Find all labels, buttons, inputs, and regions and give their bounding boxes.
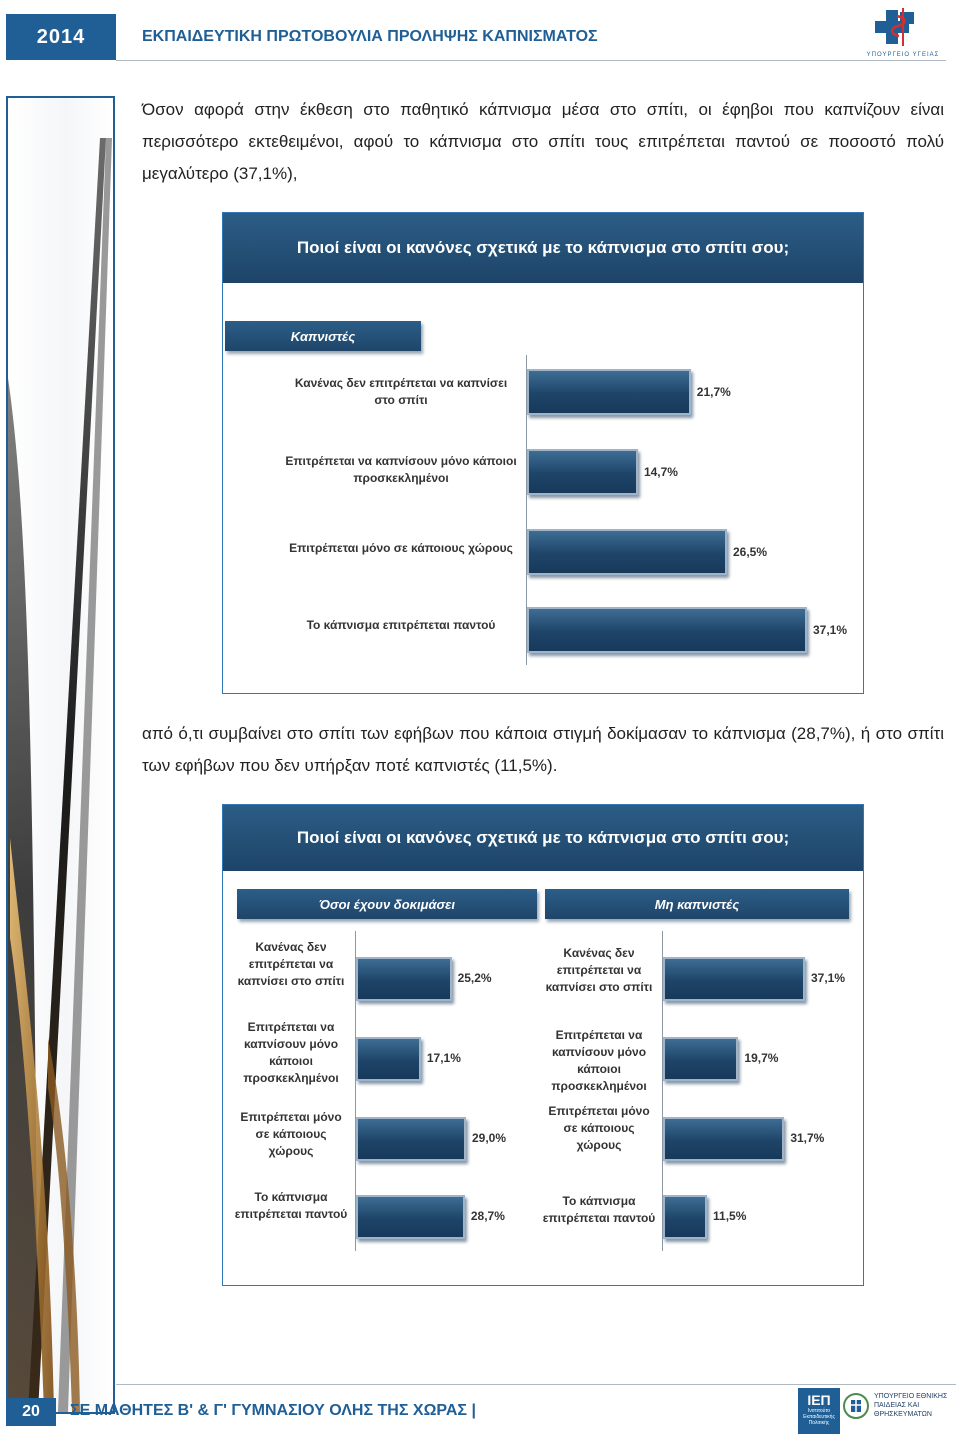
- iep-logo-text: ΙΕΠ: [807, 1392, 831, 1408]
- bar: [663, 1037, 738, 1081]
- iep-logo: [798, 1388, 840, 1434]
- iep-logo-caption: Ινστιτούτο Εκπαιδευτικής Πολιτικής: [803, 1408, 835, 1426]
- category-label: Επιτρέπεται να καπνίσουν μόνο κάποιοι προσκεκλημένοι: [243, 1020, 339, 1085]
- category-label: Το κάπνισμα επιτρέπεται παντού: [234, 1190, 348, 1221]
- category-label: Επιτρέπεται μόνο σε κάποιους χώρους: [289, 541, 513, 555]
- greek-emblem-icon: [842, 1390, 870, 1430]
- paragraph-comparison: από ό,τι συμβαίνει στο σπίτι των εφήβων που κάποια στιγμή δοκίμασαν το κάπνισμα (28,7%), ή στο σπίτι των εφήβων που δεν υπήρξαν ποτέ καπνιστές (11,5%).: [142, 724, 944, 775]
- data-label: 26,5%: [733, 545, 768, 559]
- data-label: 17,1%: [426, 1051, 461, 1065]
- sidebar-decoration: [6, 96, 115, 1414]
- bar: [663, 1117, 784, 1161]
- chart-title: Ποιοί είναι οι κανόνες σχετικά με το κάπνισμα στο σπίτι σου;: [223, 213, 863, 283]
- bar: [527, 607, 807, 653]
- panel-nonsmokers-label: Μη καπνιστές: [545, 889, 849, 919]
- paragraph-intro: Όσον αφορά στην έκθεση στο παθητικό κάπνισμα μέσα στο σπίτι, οι έφηβοι που καπνίζουν είναι περισσότερο εκτεθειμένοι, αφού το κάπνισμα στο σπίτι τους επιτρέπεται παντού σε ποσοστό πολύ μεγαλύτερο (37,1%),: [142, 100, 944, 183]
- ministry-education-label: ΥΠΟΥΡΓΕΙΟ ΕΘΝΙΚΗΣ ΠΑΙΔΕΙΑΣ ΚΑΙ ΘΡΗΣΚΕΥΜΑΤΩΝ: [874, 1393, 948, 1418]
- category-label: Το κάπνισμα επιτρέπεται παντού: [306, 618, 496, 632]
- bar: [356, 1117, 466, 1161]
- ministry-caption: ΥΠΟΥΡΓΕΙΟ ΥΓΕΙΑΣ: [866, 52, 940, 58]
- data-label: 28,7%: [470, 1209, 505, 1223]
- bar: [356, 1195, 465, 1239]
- data-label: 37,1%: [813, 623, 848, 637]
- data-label: 25,2%: [457, 971, 492, 985]
- bar: [356, 1037, 421, 1081]
- bar: [663, 1195, 707, 1239]
- header-year: 2014: [6, 14, 116, 60]
- category-label: Κανένας δεν επιτρέπεται να καπνίσει στο σπίτι: [545, 946, 653, 994]
- data-label: 37,1%: [811, 971, 846, 985]
- data-label: 19,7%: [744, 1051, 779, 1065]
- sidebar-streak-graphic: [8, 138, 113, 1412]
- category-label: Επιτρέπεται να καπνίσουν μόνο κάποιοι προσκεκλημένοι: [285, 454, 517, 485]
- category-label: Επιτρέπεται να καπνίσουν μόνο κάποιοι προσκεκλημένοι: [551, 1028, 647, 1093]
- header-divider: [116, 60, 946, 61]
- category-label: Επιτρέπεται μόνο σε κάποιους χώρους: [548, 1104, 650, 1152]
- footer-divider: [116, 1384, 956, 1385]
- bar: [356, 957, 452, 1001]
- category-label: Κανένας δεν επιτρέπεται να καπνίσει στο σπίτι: [237, 940, 345, 988]
- data-label: 31,7%: [790, 1131, 825, 1145]
- red-cross-icon: [860, 6, 946, 48]
- bar: [527, 369, 691, 415]
- header-title: ΕΚΠΑΙΔΕΥΤΙΚΗ ΠΡΩΤΟΒΟΥΛΙΑ ΠΡΟΛΗΨΗΣ ΚΑΠΝΙΣΜΑΤΟΣ: [142, 28, 598, 45]
- chart-title: Ποιοί είναι οι κανόνες σχετικά με το κάπνισμα στο σπίτι σου;: [223, 805, 863, 871]
- panel-tried-label: Όσοι έχουν δοκιμάσει: [237, 889, 537, 919]
- data-label: 21,7%: [696, 385, 731, 399]
- data-label: 14,7%: [643, 465, 678, 479]
- chart-smokers: [222, 212, 864, 694]
- bar: [663, 957, 805, 1001]
- bar: [527, 449, 638, 495]
- panel-smokers-label: Καπνιστές: [225, 321, 421, 351]
- category-label: Κανένας δεν επιτρέπεται να καπνίσει στο σπίτι: [294, 376, 508, 407]
- data-label: 29,0%: [472, 1131, 507, 1145]
- footer-text: ΣΕ ΜΑΘΗΤΕΣ Β' & Γ' ΓΥΜΝΑΣΙΟΥ ΟΛΗΣ ΤΗΣ ΧΩΡΑΣ |: [70, 1402, 476, 1419]
- category-label: Επιτρέπεται μόνο σε κάποιους χώρους: [240, 1110, 342, 1158]
- category-label: Το κάπνισμα επιτρέπεται παντού: [542, 1194, 656, 1225]
- chart-tried-and-nonsmokers: [222, 804, 864, 1286]
- data-label: 11,5%: [713, 1209, 747, 1223]
- ministry-logo: [860, 6, 946, 58]
- page-number: 20: [6, 1398, 56, 1426]
- bar: [527, 529, 727, 575]
